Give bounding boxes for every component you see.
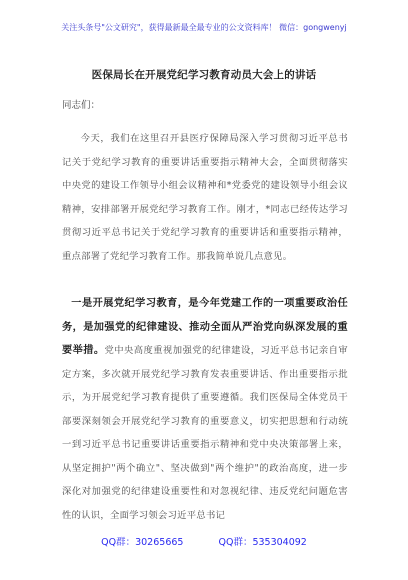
qq-group-1: QQ群：30265665 [101,537,184,548]
qq-group-2: QQ群：535304092 [218,537,307,548]
promo-header: 关注头条号"公文研究"，获得最新最全最专业的公文资料库！ 微信：gongwenyj [61,23,347,32]
paragraph-body: 党中央高度重视加强党的纪律建设，习近平总书记亲自审定方案，多次就开展党纪学习教育发表重要讲话、作出重要指示批示，为开展党纪学习教育提供了重要遵循。我们医保局全体党员干部要深刻领会开展党纪学习教育的重要意义，切实把思想和行动统一到习近平总书记重要讲话重要指示精神和党中央决策部署上来，从坚定拥护"两个确立"、坚决做到"两个维护"的政治高度，进一步深化对加强党的纪律建设重要性和对忽视纪律、违反党纪问题危害性的认识，全面学习领会习近平总书记 [62,345,348,521]
paragraph-intro: 今天，我们在这里召开县医疗保障局深入学习贯彻习近平总书记关于党纪学习教育的重要讲话重要指示精神大会，全面贯彻落实中央党的建设工作领导小组会议精神和*党委党的建设领导小组会议精神，安排部署开展党纪学习教育工作。刚才，*同志已经传达学习贯彻习近平总书记关于党纪学习教育的重要讲话和重要指示精神，重点部署了党纪学习教育工作。那我简单说几点意见。 [62,133,348,262]
salutation: 同志们： [62,100,101,111]
document-title: 医保局长在开展党纪学习教育动员大会上的讲话 [91,69,317,81]
paragraph-lead: 一是开展党纪学习教育，是今年党建工作的一项重要政治任务，是加强党的纪律建设、推动全面从严治党向纵深发展的重要举措。 [62,297,348,356]
paragraph-point-one [62,292,348,527]
footer-contacts [0,534,408,548]
